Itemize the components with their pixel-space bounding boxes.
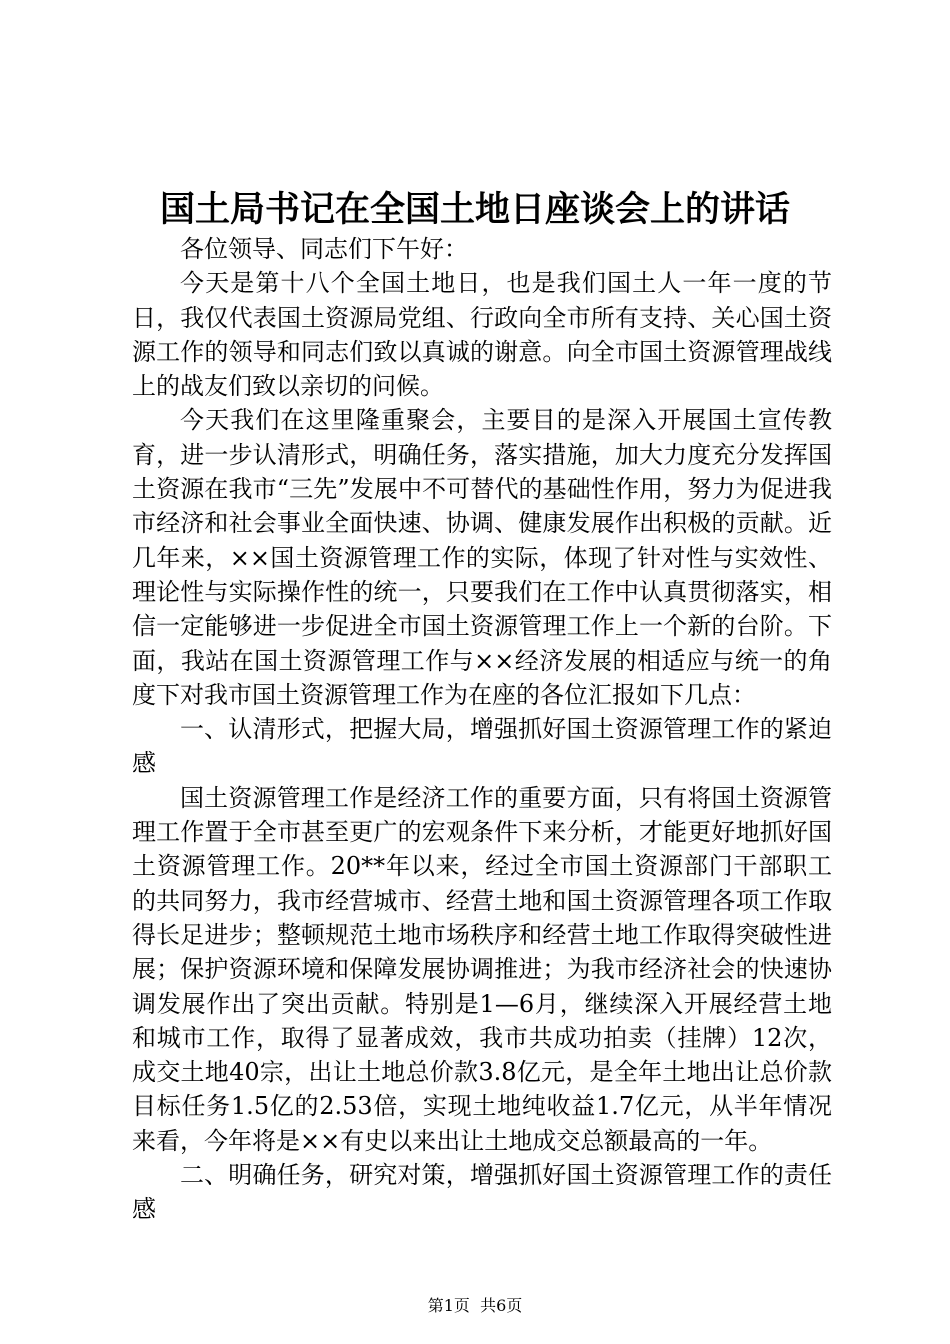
paragraph-greeting: 各位领导、同志们下午好： xyxy=(180,235,468,263)
page-footer xyxy=(0,1296,950,1316)
page-total: 共6页 xyxy=(480,1296,523,1315)
section-heading-2: 二、明确任务，研究对策，增强抓好国土资源管理工作的责任感 xyxy=(132,1161,832,1224)
paragraph-section-1: 国土资源管理工作是经济工作的重要方面，只有将国土资源管理工作置于全市甚至更广的宏观条件下来分析，才能更好地抓好国土资源管理工作。20**年以来，经过全市国土资源部门干部职工的共同努力，我市经营城市、经营土地和国土资源管理各项工作取得长足进步；整顿规范土地市场秩序和经营土地工作取得突破性进展；保护资源环境和保障发展协调推进；为我市经济社会的快速协调发展作出了突出贡献。特别是1—6月，继续深入开展经营土地和城市工作，取得了显著成效，我市共成功拍卖（挂牌）12次，成交土地40宗，出让土地总价款3.8亿元，是全年土地出让总价款目标任务1.5亿的2.53倍，实现土地纯收益1.7亿元，从半年情况来看，今年将是××有史以来出让土地成交总额最高的一年。 xyxy=(132,783,832,1155)
document-title: 国土局书记在全国土地日座谈会上的讲话 xyxy=(159,189,790,230)
paragraph-purpose: 今天我们在这里隆重聚会，主要目的是深入开展国土宣传教育，进一步认清形式，明确任务，落实措施，加大力度充分发挥国土资源在我市“三先”发展中不可替代的基础性作用，努力为促进我市经济和社会事业全面快速、协调、健康发展作出积极的贡献。近几年来，××国土资源管理工作的实际，体现了针对性与实效性、理论性与实际操作性的统一，只要我们在工作中认真贯彻落实，相信一定能够进一步促进全市国土资源管理工作上一个新的台阶。下面，我站在国土资源管理工作与××经济发展的相适应与统一的角度下对我市国土资源管理工作为在座的各位汇报如下几点： xyxy=(132,406,832,709)
section-heading-1: 一、认清形式，把握大局，增强抓好国土资源管理工作的紧迫感 xyxy=(132,715,832,778)
page-number: 第1页 xyxy=(427,1296,470,1315)
paragraph-intro: 今天是第十八个全国土地日，也是我们国土人一年一度的节日，我仅代表国土资源局党组、行政向全市所有支持、关心国土资源工作的领导和同志们致以真诚的谢意。向全市国土资源管理战线上的战友们致以亲切的问候。 xyxy=(132,269,832,401)
document-body xyxy=(132,232,832,1227)
